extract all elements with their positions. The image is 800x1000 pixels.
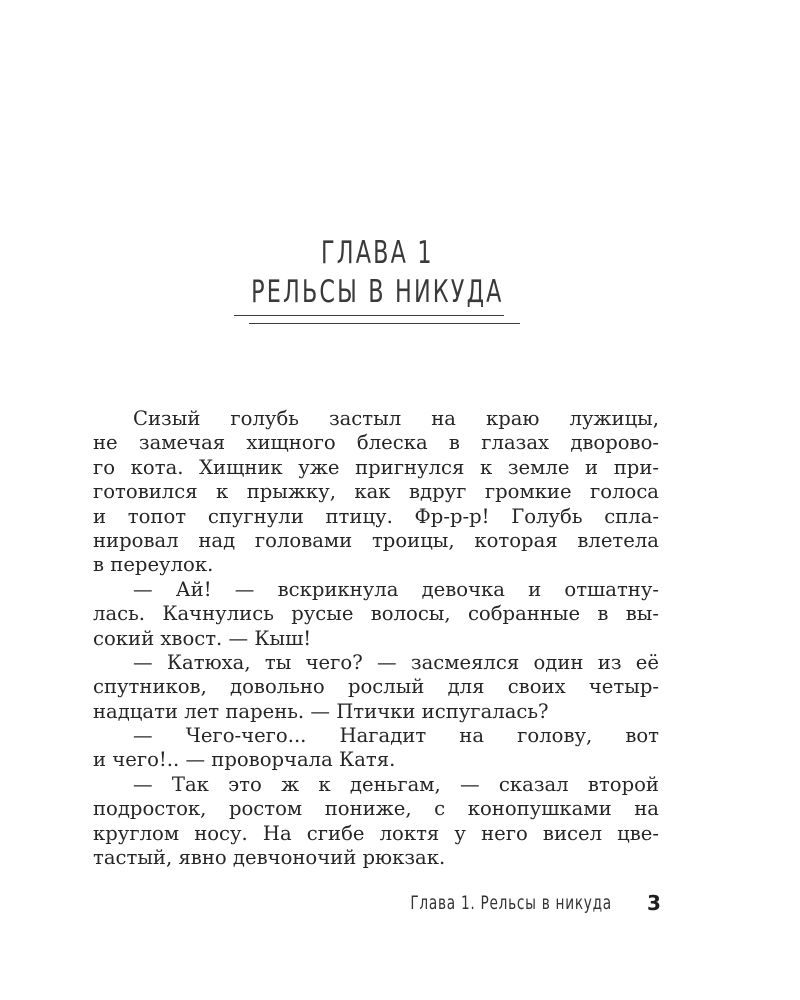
text-line: — Ай! — вскрикнула девочка и отшатну- [133,577,659,601]
chapter-heading [106,235,650,311]
text-line: не замечая хищного блеска в глазах дворово- [93,431,659,455]
chapter-title: РЕЛЬСЫ В НИКУДА [251,274,504,310]
text-line: круглом носу. На сгибе локтя у него висел цве- [93,821,659,845]
paragraph [93,724,659,773]
page-number: 3 [647,891,661,915]
text-line: надцати лет парень. — Птички испугалась? [93,699,549,723]
text-line: го кота. Хищник уже пригнулся к земле и при- [93,455,659,479]
text-line: тастый, явно девчоночий рюкзак. [93,846,446,870]
running-head: Глава 1. Рельсы в никуда [410,892,612,914]
text-line: сокий хвост. — Кыш! [93,626,312,650]
text-line: спутников, довольно рослый для своих четыр- [93,675,659,699]
heading-rule-bottom [249,323,520,324]
text-line: подросток, ростом пониже, с конопушками на [93,797,659,821]
text-line: Сизый голубь застыл на краю лужицы, [133,407,659,430]
text-line: в переулок. [93,553,214,577]
body-text [93,407,659,870]
text-line: готовился к прыжку, как вдруг громкие голоса [93,480,659,504]
text-line: — Так это ж к деньгам, — сказал второй [133,772,659,796]
paragraph [93,651,659,724]
chapter-number: ГЛАВА 1 [321,235,434,271]
paragraph [93,407,659,578]
text-line: нировал над головами троицы, которая влетела [93,528,659,552]
paragraph [93,578,659,651]
text-line: и чего!.. — проворчала Катя. [93,748,396,772]
heading-rule-top [234,315,504,316]
text-line: — Катюха, ты чего? — засмеялся один из её [133,650,659,674]
text-line: лась. Качнулись русые волосы, собранные в вы- [93,602,659,626]
text-line: — Чего-чего... Нагадит на голову, вот [133,724,659,748]
paragraph [93,773,659,871]
text-line: и топот спугнули птицу. Фр-р-р! Голубь спла- [93,504,659,528]
